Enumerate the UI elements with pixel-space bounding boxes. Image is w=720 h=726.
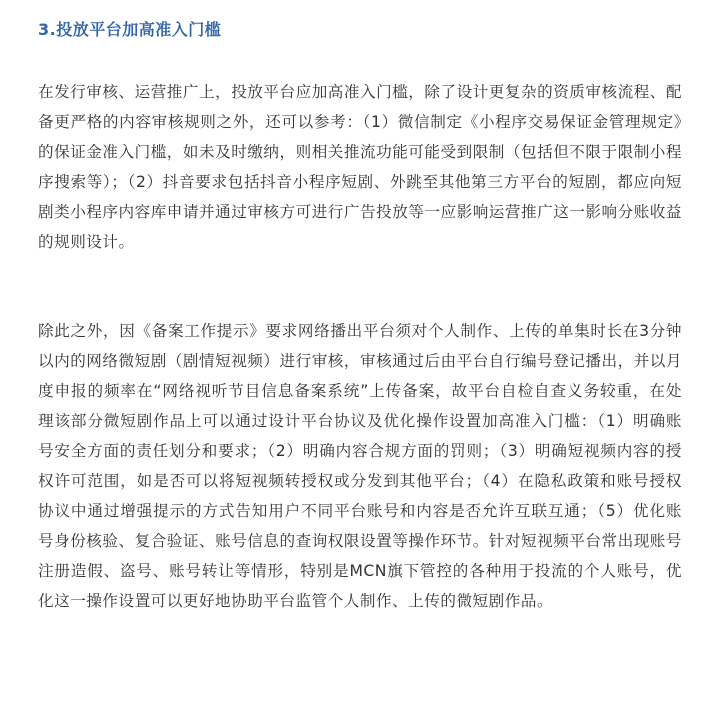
section-heading: 3.投放平台加高准入门槛 (38, 20, 222, 39)
article-paragraph: 除此之外，因《备案工作提示》要求网络播出平台须对个人制作、上传的单集时长在3分钟以内的网络微短剧（剧情短视频）进行审核，审核通过后由平台自行编号登记播出，并以月度申报的频率在“网络视听节目信息备案系统”上传备案，故平台自检自查义务较重，在处理该部分微短剧作品上可以通过设计平台协议及优化操作设置加高准入门槛：（1）明确账号安全方面的责任划分和要求；（2）明确内容合规方面的罚则；（3）明确短视频内容的授权许可范围，如是否可以将短视频转授权或分发到其他平台；（4）在隐私政策和账号授权协议中通过增强提示的方式告知用户不同平台账号和内容是否允许互联互通；（5）优化账号身份核验、复合验证、账号信息的查询权限设置等操作环节。针对短视频平台常出现账号注册造假、盗号、账号转让等情形，特别是MCN旗下管控的各种用于投流的个人账号，优化这一操作设置可以更好地协助平台监管个人制作、上传的微短剧作品。 (38, 322, 682, 610)
article-paragraph: 在发行审核、运营推广上，投放平台应加高准入门槛，除了设计更复杂的资质审核流程、配备更严格的内容审核规则之外，还可以参考：（1）微信制定《小程序交易保证金管理规定》的保证金准入门槛，如未及时缴纳，则相关推流功能可能受到限制（包括但不限于限制小程序搜索等）；（2）抖音要求包括抖音小程序短剧、外跳至其他第三方平台的短剧，都应向短剧类小程序内容库申请并通过审核方可进行广告投放等一应影响运营推广这一影响分账收益的规则设计。 (38, 83, 682, 251)
